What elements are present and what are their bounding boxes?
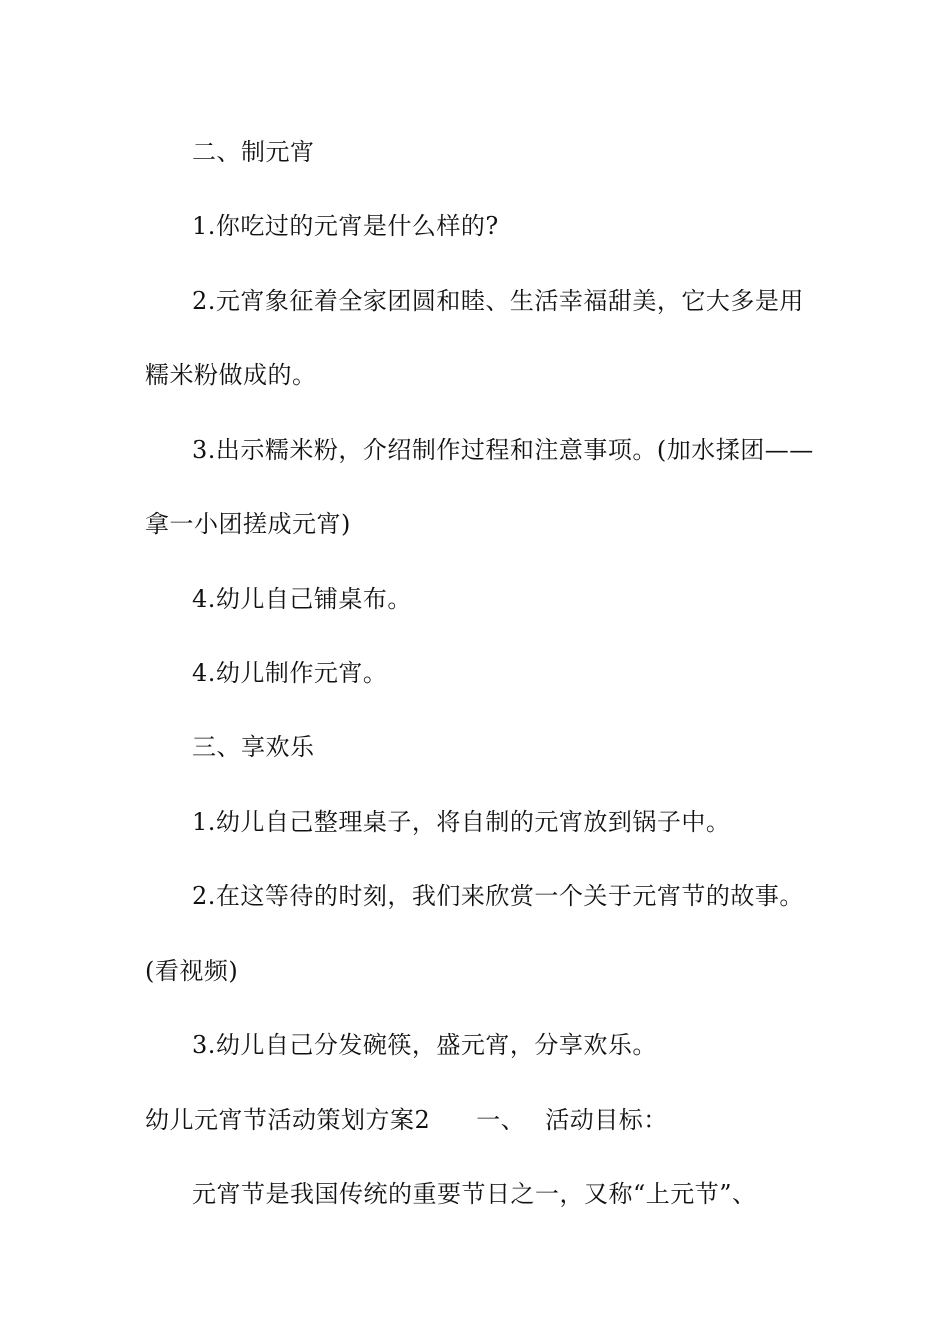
paragraph-line: 糯米粉做成的。 [145, 361, 317, 389]
paragraph-line: (看视频) [145, 957, 239, 985]
plan-section-title: 活动目标： [545, 1106, 668, 1134]
paragraph-line: 元宵节是我国传统的重要节日之一，又称“上元节”、 [192, 1180, 757, 1208]
paragraph-line: 2.在这等待的时刻，我们来欣赏一个关于元宵节的故事。 [192, 882, 804, 910]
paragraph-line: 4.幼儿制作元宵。 [192, 659, 388, 687]
paragraph-line: 2.元宵象征着全家团圆和睦、生活幸福甜美，它大多是用 [192, 287, 804, 315]
plan-heading [145, 1104, 668, 1136]
paragraph-line: 3.幼儿自己分发碗筷，盛元宵，分享欢乐。 [192, 1031, 657, 1059]
paragraph-line: 1.幼儿自己整理桌子，将自制的元宵放到锅子中。 [192, 808, 731, 836]
paragraph-line: 1.你吃过的元宵是什么样的? [192, 212, 499, 240]
paragraph-line: 拿一小团搓成元宵) [145, 510, 351, 538]
section-heading-enjoy: 三、享欢乐 [192, 733, 315, 761]
plan-title: 幼儿元宵节活动策划方案2 [145, 1106, 431, 1134]
plan-section-number: 一、 [476, 1106, 526, 1134]
paragraph-line: 3.出示糯米粉，介绍制作过程和注意事项。(加水揉团—— [192, 436, 814, 464]
paragraph-line: 4.幼儿自己铺桌布。 [192, 585, 412, 613]
section-heading-make-yuanxiao: 二、制元宵 [192, 138, 315, 166]
